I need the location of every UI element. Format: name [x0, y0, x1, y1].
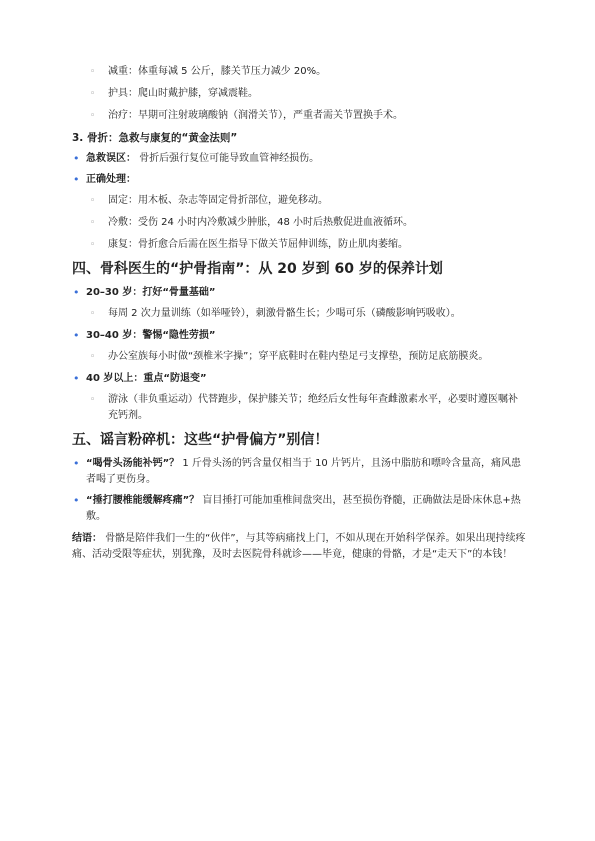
section-4-heading: 四、骨科医生的“护骨指南”：从 20 岁到 60 岁的保养计划 [72, 261, 443, 277]
bullet-label: 正确处理： [86, 174, 136, 185]
bullet-label: “捶打腰椎能缓解疼痛”？ [86, 495, 200, 506]
bullet-text: 盲目捶打可能加重椎间盘突出，甚至损伤脊髓，正确做法是卧床休息+热敷。 [86, 495, 521, 522]
fracture-heading: 3. 骨折：急救与康复的“黄金法则” [72, 132, 238, 144]
list-item-weight-loss [72, 64, 527, 80]
bullet-age-20-30 [72, 285, 527, 301]
bullet-label: 急救误区： [86, 153, 136, 164]
bullet-text: 1 斤骨头汤的钙含量仅相当于 10 片钙片，且汤中脂肪和嘌呤含量高，痛风患者喝了更伤身。 [86, 458, 521, 485]
item-text: 爬山时戴护膝，穿减震鞋。 [138, 88, 258, 99]
list-item-cold-compress [72, 215, 527, 231]
bullet-label: “喝骨头汤能补钙”？ [86, 458, 180, 469]
bullet-correct-handling [72, 172, 527, 188]
bullet-age-40-plus [72, 371, 527, 387]
item-text: 用木板、杂志等固定骨折部位，避免移动。 [138, 195, 328, 206]
bullet-first-aid-misconception [72, 151, 527, 167]
item-label: 护具： [108, 88, 138, 99]
section-5-heading: 五、谣言粉碎机：这些“护骨偏方”别信！ [72, 432, 329, 448]
item-text: 受伤 24 小时内冷敷减少肿胀，48 小时后热敷促进血液循环。 [138, 217, 413, 228]
list-item-protective-gear [72, 86, 527, 102]
bullet-label: 20–30 岁：打好“骨量基础” [86, 287, 216, 298]
item-text: 体重每减 5 公斤，膝关节压力减少 20%。 [138, 66, 327, 77]
bullet-label: 40 岁以上：重点“防退变” [86, 373, 207, 384]
document-content [72, 64, 527, 563]
bullet-label: 30–40 岁：警惕“隐性劳损” [86, 330, 216, 341]
item-text: 早期可注射玻璃酸钠（润滑关节），严重者需关节置换手术。 [138, 110, 403, 121]
bullet-age-30-40 [72, 328, 527, 344]
list-item-rehabilitation [72, 237, 527, 253]
bullet-text: 骨折后强行复位可能导致血管神经损伤。 [139, 153, 320, 164]
bullet-bone-soup-myth [72, 456, 527, 488]
list-item-age-40-plus-detail: ◦ 游泳（非负重运动）代替跑步，保护膝关节；绝经后女性每年查雌激素水平，必要时遵医嘱补充钙剂。 [72, 392, 527, 424]
conclusion-label: 结语： [72, 533, 102, 544]
item-label: 治疗： [108, 110, 138, 121]
item-label: 减重： [108, 66, 138, 77]
list-item-fixation [72, 193, 527, 209]
item-text: 骨折愈合后需在医生指导下做关节屈伸训练，防止肌肉萎缩。 [138, 239, 408, 250]
bullet-spine-pounding-myth [72, 493, 527, 525]
list-item-age-20-30-detail: ◦ 每周 2 次力量训练（如举哑铃），刺激骨骼生长；少喝可乐（磷酸影响钙吸收）。 [72, 306, 527, 322]
list-item-treatment [72, 108, 527, 124]
list-item-age-30-40-detail: ◦ 办公室族每小时做“颈椎米字操”；穿平底鞋时在鞋内垫足弓支撑垫，预防足底筋膜炎。 [72, 349, 527, 365]
item-label: 康复： [108, 239, 138, 250]
conclusion-text: 骨骼是陪伴我们一生的“伙伴”，与其等病痛找上门，不如从现在开始科学保养。如果出现持续疼痛、活动受限等症状，别犹豫，及时去医院骨科就诊——毕竟，健康的骨骼，才是“走天下”的本钱！ [72, 533, 526, 560]
item-label: 固定： [108, 195, 138, 206]
item-label: 冷敷： [108, 217, 138, 228]
conclusion-paragraph [72, 531, 527, 563]
